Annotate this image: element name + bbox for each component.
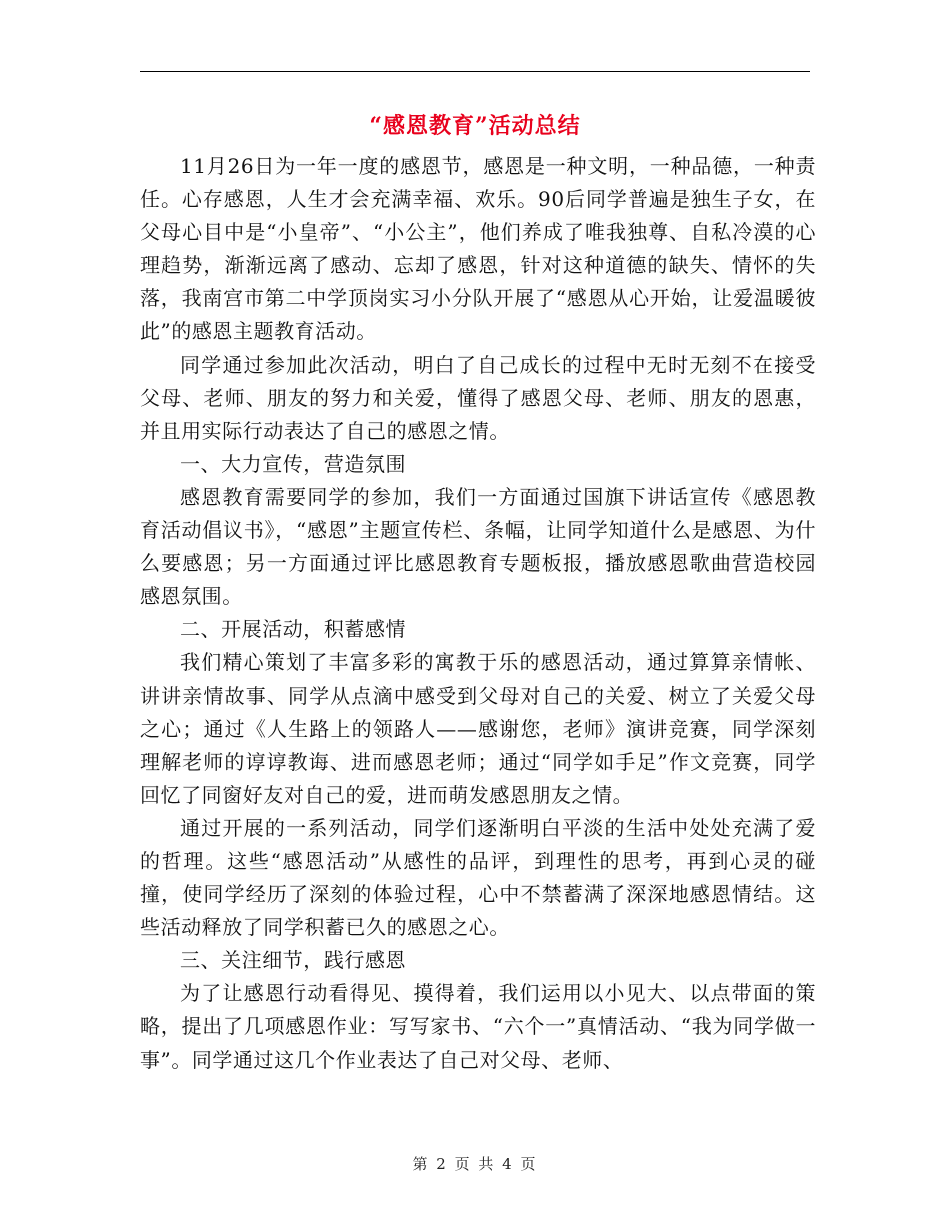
section-heading: 二、开展活动，积蓄感情 — [180, 617, 407, 642]
paragraph: 感恩教育需要同学的参加，我们一方面通过国旗下讲话宣传《感恩教育活动倡议书》，“感恩”主题宣传栏、条幅，让同学知道什么是感恩、为什么要感恩；另一方面通过评比感恩教育专题板报，播放感恩歌曲营造校园感恩氛围。 — [140, 484, 816, 609]
section-heading: 三、关注细节，践行感恩 — [180, 948, 407, 973]
paragraph: 我们精心策划了丰富多彩的寓教于乐的感恩活动，通过算算亲情帐、讲讲亲情故事、同学从点滴中感受到父母对自己的关爱、树立了关爱父母之心；通过《人生路上的领路人——感谢您，老师》演讲竞赛，同学深刻理解老师的谆谆教诲、进而感恩老师；通过“同学如手足”作文竞赛，同学回忆了同窗好友对自己的爱，进而萌发感恩朋友之情。 — [140, 650, 816, 807]
paragraph: 同学通过参加此次活动，明白了自己成长的过程中无时无刻不在接受父母、老师、朋友的努力和关爱，懂得了感恩父母、老师、朋友的恩惠，并且用实际行动表达了自己的感恩之情。 — [140, 352, 816, 443]
document-body — [140, 150, 816, 1077]
header-rule — [140, 71, 810, 72]
section-heading: 一、大力宣传，营造氛围 — [180, 451, 407, 476]
paragraph: 通过开展的一系列活动，同学们逐渐明白平淡的生活中处处充满了爱的哲理。这些“感恩活动”从感性的品评，到理性的思考，再到心灵的碰撞，使同学经历了深刻的体验过程，心中不禁蓄满了深深地感恩情结。这些活动释放了同学积蓄已久的感恩之心。 — [140, 815, 816, 940]
paragraph: 11月26日为一年一度的感恩节，感恩是一种文明，一种品德，一种责任。心存感恩，人生才会充满幸福、欢乐。90后同学普遍是独生子女，在父母心目中是“小皇帝”、“小公主”，他们养成了唯我独尊、自私冷漠的心理趋势，渐渐远离了感动、忘却了感恩，针对这种道德的缺失、情怀的失落，我南宫市第二中学顶岗实习小分队开展了“感恩从心开始，让爱温暖彼此”的感恩主题教育活动。 — [140, 154, 816, 344]
page-number-footer: 第 2 页 共 4 页 — [412, 1155, 538, 1173]
paragraph: 为了让感恩行动看得见、摸得着，我们运用以小见大、以点带面的策略，提出了几项感恩作业：写写家书、“六个一”真情活动、“我为同学做一事”。同学通过这几个作业表达了自己对父母、老师、 — [140, 981, 816, 1072]
document-title: “感恩教育”活动总结 — [369, 113, 581, 139]
